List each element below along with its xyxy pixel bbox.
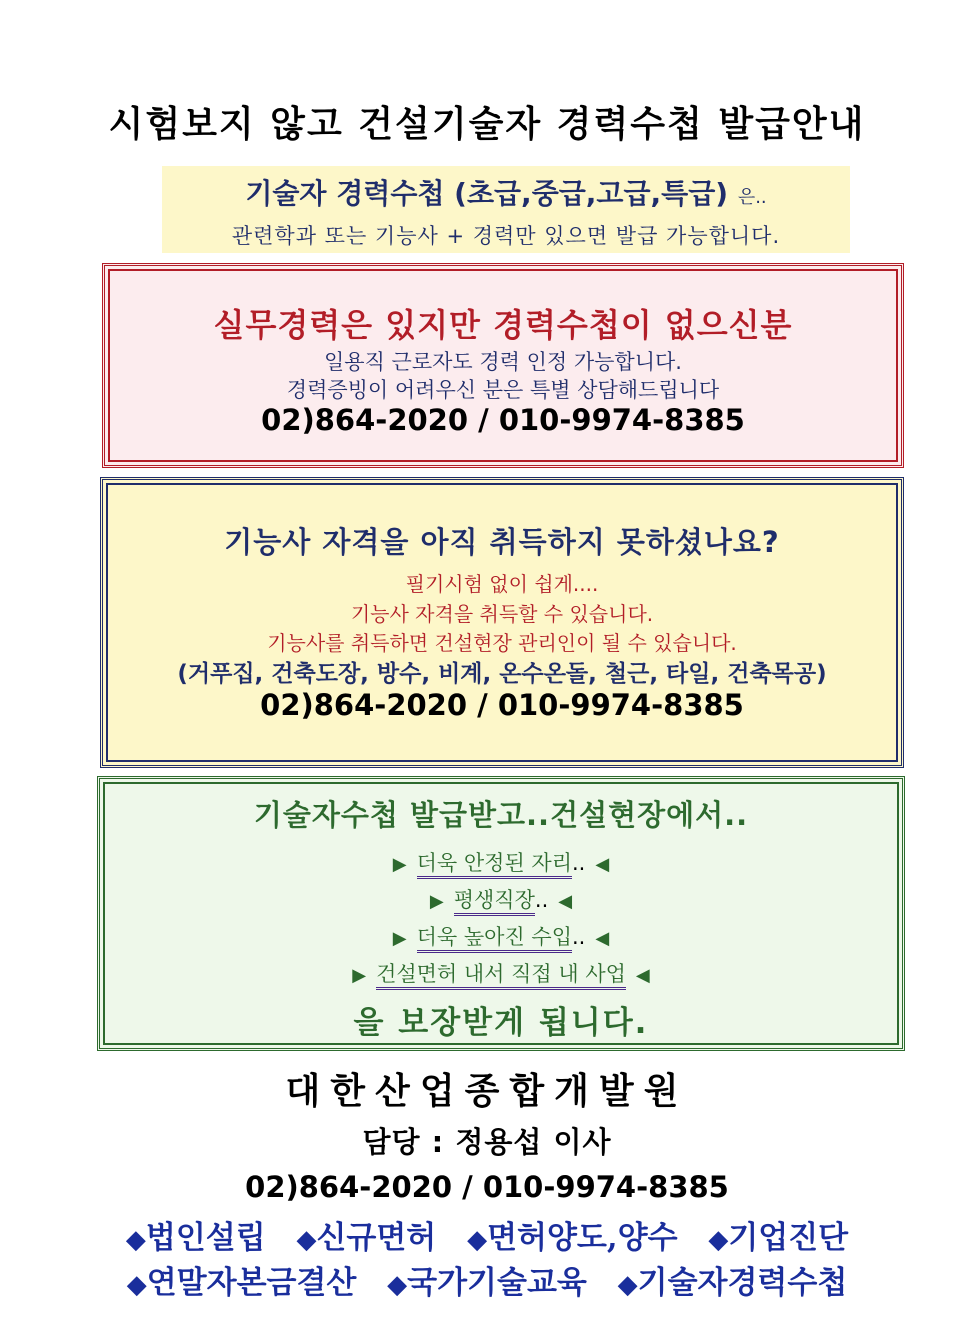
company-name: 대한산업종합개발원 xyxy=(285,1071,689,1112)
page-title: 시험보지 않고 건설기술자 경력수첩 발급안내 xyxy=(108,104,866,145)
intro-heading-suffix: 은.. xyxy=(737,187,767,208)
benefit-item xyxy=(100,847,902,877)
benefits-box xyxy=(97,776,905,1051)
left-pointer-icon: ◀ xyxy=(595,928,610,949)
qualification-notice-box xyxy=(100,477,904,768)
service-label: 기술자경력수첩 xyxy=(637,1265,848,1301)
benefits-heading: 기술자수첩 발급받고..건설현장에서.. xyxy=(253,798,749,832)
service-item xyxy=(387,1265,587,1301)
diamond-icon: ◆ xyxy=(296,1225,317,1255)
diamond-icon: ◆ xyxy=(126,1270,147,1300)
benefit-item xyxy=(100,958,902,988)
experience-notice-box xyxy=(102,263,904,468)
qualification-heading: 기능사 자격을 아직 취득하지 못하셨나요? xyxy=(224,525,780,559)
diamond-icon: ◆ xyxy=(708,1225,729,1255)
service-label: 국가기술교육 xyxy=(407,1265,587,1301)
left-pointer-icon: ◀ xyxy=(595,854,610,875)
service-label: 법인설립 xyxy=(145,1220,266,1256)
experience-line-2: 경력증빙이 어려우신 분은 특별 상담해드립니다 xyxy=(286,378,720,402)
benefit-dots: .. xyxy=(572,851,586,875)
service-item xyxy=(296,1220,436,1256)
service-label: 신규면허 xyxy=(316,1220,437,1256)
diamond-icon: ◆ xyxy=(125,1225,146,1255)
experience-phone: 02)864-2020 / 010-9974-8385 xyxy=(261,403,745,437)
service-label: 기업진단 xyxy=(728,1220,849,1256)
benefit-text: 더욱 높아진 수입 xyxy=(417,925,572,953)
left-pointer-icon: ◀ xyxy=(635,965,650,986)
intro-banner xyxy=(162,166,850,253)
qualification-line-1: 필기시험 없이 쉽게.... xyxy=(405,572,599,596)
intro-heading xyxy=(162,172,850,212)
benefit-text: 건설면허 내서 직접 내 사업 xyxy=(376,962,626,990)
benefits-closing: 을 보장받게 됩니다. xyxy=(353,1005,649,1041)
benefit-dots: .. xyxy=(534,888,549,912)
intro-subtext: 관련학과 또는 기능사 + 경력만 있으면 발급 가능합니다. xyxy=(231,224,781,248)
benefit-text: 평생직장 xyxy=(454,888,535,916)
experience-heading: 실무경력은 있지만 경력수첩이 없으신분 xyxy=(213,306,793,344)
qualification-trades-list: (거푸집, 건축도장, 방수, 비계, 온수온돌, 철근, 타일, 건축목공) xyxy=(177,661,827,687)
service-label: 면허양도,양수 xyxy=(487,1220,678,1256)
diamond-icon: ◆ xyxy=(467,1225,488,1255)
service-item xyxy=(708,1220,848,1256)
benefit-item xyxy=(100,921,902,951)
services-row-1 xyxy=(0,1212,974,1257)
manager-name: 담당 : 정용섭 이사 xyxy=(362,1125,612,1159)
services-row-2 xyxy=(0,1257,974,1302)
service-item xyxy=(127,1265,357,1301)
experience-line-1: 일용직 근로자도 경력 인정 가능합니다. xyxy=(324,350,682,374)
right-pointer-icon: ▶ xyxy=(352,965,367,986)
service-label: 연말자본금결산 xyxy=(146,1265,357,1301)
service-item xyxy=(618,1265,848,1301)
service-item xyxy=(467,1220,677,1256)
service-item xyxy=(126,1220,266,1256)
qualification-line-2: 기능사 자격을 취득할 수 있습니다. xyxy=(350,602,654,626)
right-pointer-icon: ▶ xyxy=(392,928,407,949)
qualification-line-3: 기능사를 취득하면 건설현장 관리인이 될 수 있습니다. xyxy=(267,631,737,655)
contact-phone: 02)864-2020 / 010-9974-8385 xyxy=(245,1170,729,1204)
left-pointer-icon: ◀ xyxy=(558,891,573,912)
benefit-item xyxy=(100,884,902,914)
diamond-icon: ◆ xyxy=(617,1270,638,1300)
intro-heading-text: 기술자 경력수첩 (초급,중급,고급,특급) xyxy=(245,177,729,210)
benefit-dots: .. xyxy=(572,925,586,949)
diamond-icon: ◆ xyxy=(387,1270,408,1300)
right-pointer-icon: ▶ xyxy=(392,854,407,875)
benefit-text: 더욱 안정된 자리 xyxy=(417,851,572,879)
right-pointer-icon: ▶ xyxy=(429,891,444,912)
qualification-phone: 02)864-2020 / 010-9974-8385 xyxy=(260,688,744,722)
